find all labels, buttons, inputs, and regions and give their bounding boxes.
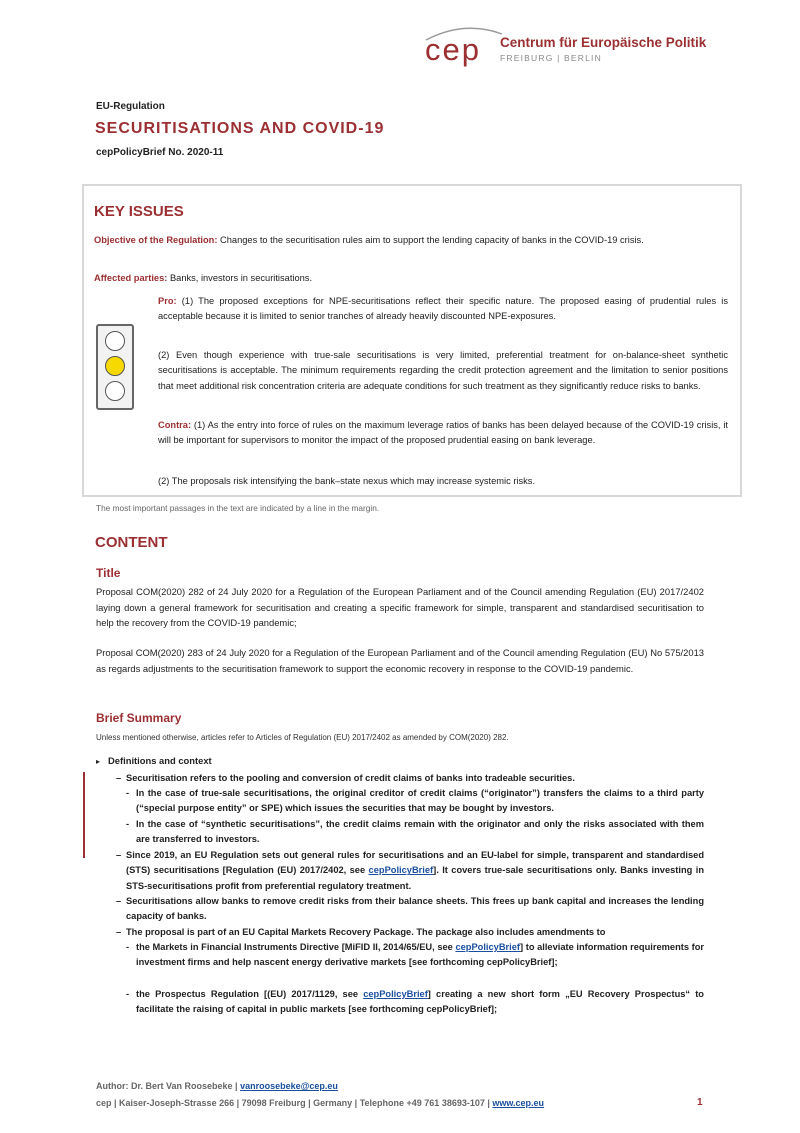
- contra-label: Contra:: [158, 420, 192, 430]
- list-item-text: ] creating a new short form „EU Recovery Prospectus“ to facilitate the raising of capital in public markets [see forthcoming cepPolicyBrief];: [136, 989, 704, 1015]
- definitions-heading: [96, 755, 212, 766]
- proposal-2: Proposal COM(2020) 283 of 24 July 2020 for a Regulation of the European Parliament and of the Council amending Regulation (EU) No 575/2013 as regards adjustments to the securitisation framework to support the economic recovery in response to the COVID-19 pandemic.: [96, 647, 704, 674]
- title-heading: Title: [96, 566, 121, 580]
- logo-name: Centrum für Europäische Politik: [500, 35, 707, 50]
- page-number: 1: [697, 1097, 703, 1108]
- list-item: [116, 925, 704, 940]
- dash-marker: -: [126, 989, 130, 999]
- list-item: [116, 894, 704, 925]
- logo-mark: cep: [425, 32, 481, 67]
- list-item-text: In the case of true-sale securitisations, the original creditor of credit claims (“originator”) transfers the claims to a third party (“special purpose entity” or SPE) which issues the securities that may be bought by investors.: [136, 788, 704, 814]
- mifid-policy-brief-link[interactable]: cepPolicyBrief: [455, 942, 521, 952]
- triangle-bullet-icon: ▸: [96, 757, 101, 766]
- content-heading: CONTENT: [95, 534, 168, 551]
- list-item-text: In the case of “synthetic securitisations”, the credit claims remain with the originator and only the risks associated with them are transferred to investors.: [136, 819, 704, 845]
- author-name: Author: Dr. Bert Van Roosebeke |: [96, 1081, 241, 1091]
- traffic-lamp-bottom: [105, 381, 125, 401]
- dash-marker: -: [126, 819, 130, 829]
- dash-marker: –: [116, 896, 122, 906]
- objective-label: Objective of the Regulation:: [94, 235, 218, 245]
- list-item: [126, 786, 704, 817]
- dash-marker: –: [116, 773, 122, 783]
- pro-point-1: [158, 294, 728, 325]
- list-item: [116, 771, 704, 786]
- traffic-light-icon: [96, 324, 134, 410]
- list-item: [126, 987, 704, 1018]
- objective-paragraph: [94, 233, 728, 248]
- list-item: [126, 817, 704, 848]
- pro-point-2: (2) Even though experience with true-sale securitisations is very limited, preferential treatment for on-balance-sheet synthetic securitisations is acceptable. The minimum requirements regarding the credit protection agreement and the limitation to senior positions that meet additional risk concentration criteria are adequate conditions for such treatment as they significantly reduce risks to banks.: [158, 350, 728, 391]
- dash-marker: –: [116, 927, 122, 937]
- footer-address: [96, 1098, 544, 1108]
- list-item-text: The proposal is part of an EU Capital Markets Recovery Package. The package also includes amendments to: [126, 927, 606, 937]
- affected-paragraph: [94, 271, 728, 286]
- document-title: SECURITISATIONS AND COVID-19: [95, 120, 385, 137]
- summary-heading: Brief Summary: [96, 711, 182, 725]
- affected-label: Affected parties:: [94, 273, 168, 283]
- document-category: EU-Regulation: [96, 101, 165, 112]
- list-item: [116, 848, 704, 894]
- cep-logo: [410, 22, 710, 74]
- author-email-link[interactable]: vanroosebeke@cep.eu: [240, 1081, 338, 1091]
- footer-author: [96, 1081, 338, 1091]
- logo-cities: FREIBURG | BERLIN: [500, 53, 602, 63]
- traffic-lamp-top: [105, 331, 125, 351]
- policy-brief-link[interactable]: cepPolicyBrief: [368, 865, 434, 876]
- objective-text: Changes to the securitisation rules aim to support the lending capacity of banks in the COVID-19 crisis.: [217, 235, 644, 245]
- list-item-text: the Markets in Financial Instruments Directive [MiFID II, 2014/65/EU, see: [136, 942, 456, 952]
- pro-label: Pro:: [158, 296, 177, 306]
- list-item-text: ]. It covers true-sale securitisations only. Banks investing in STS-securitisations profit from preferential regulatory treatment.: [126, 865, 704, 891]
- dash-marker: -: [126, 942, 130, 952]
- list-item-text: the Prospectus Regulation [(EU) 2017/1129, see: [136, 989, 364, 999]
- list-item-text: ] to alleviate information requirements for investment firms and help nascent energy derivative markets [see forthcoming cepPolicyBrief];: [136, 942, 704, 968]
- policy-brief-number: cepPolicyBrief No. 2020-11: [96, 147, 224, 158]
- website-link[interactable]: www.cep.eu: [492, 1098, 545, 1108]
- contra-point-1: [158, 418, 728, 449]
- pro-text-1: (1) The proposed exceptions for NPE-securitisations reflect their specific nature. The proposed easing of prudential rules is acceptable because it is limited to senior tranches of already heavily discounted NPE-exposures.: [158, 296, 728, 322]
- contra-point-2: (2) The proposals risk intensifying the bank–state nexus which may increase systemic risks.: [158, 476, 536, 486]
- traffic-lamp-middle: [105, 356, 125, 376]
- dash-marker: –: [116, 850, 122, 860]
- prospectus-policy-brief-link[interactable]: cepPolicyBrief: [363, 989, 428, 999]
- list-item-text: Securitisation refers to the pooling and conversion of credit claims of banks into tradeable securities.: [126, 773, 575, 783]
- list-item: [126, 940, 704, 971]
- key-issues-box: [82, 184, 742, 497]
- margin-note: The most important passages in the text are indicated by a line in the margin.: [96, 503, 380, 513]
- address-text: cep | Kaiser-Joseph-Strasse 266 | 79098 Freiburg | Germany | Telephone +49 761 38693-107 |: [96, 1098, 493, 1108]
- list-item-text: Securitisations allow banks to remove credit risks from their balance sheets. This frees up bank capital and increases the lending capacity of banks.: [126, 896, 704, 922]
- margin-line: [83, 772, 85, 858]
- affected-text: Banks, investors in securitisations.: [167, 273, 313, 283]
- dash-marker: -: [126, 788, 130, 798]
- definitions-heading-text: Definitions and context: [108, 755, 212, 766]
- key-issues-heading: KEY ISSUES: [94, 203, 184, 220]
- list-item-text: Since 2019, an EU Regulation sets out general rules for securitisations and an EU-label for simple, transparent and standardised (STS) securitisations [Regulation (EU) 2017/2402, see: [126, 850, 704, 876]
- summary-note: Unless mentioned otherwise, articles refer to Articles of Regulation (EU) 2017/2402 as amended by COM(2020) 282.: [96, 733, 509, 742]
- proposal-1: Proposal COM(2020) 282 of 24 July 2020 for a Regulation of the European Parliament and of the Council amending Regulation (EU) 2017/2402 laying down a general framework for securitisation and creating a specific framework for simple, transparent and standardised securitisation to help the recovery from the COVID-19 pandemic;: [96, 586, 704, 628]
- contra-text-1: (1) As the entry into force of rules on the maximum leverage ratios of banks has been delayed because of the COVID-19 crisis, it will be important for supervisors to monitor the impact of the proposed prudential easing on bank leverage.: [158, 420, 728, 446]
